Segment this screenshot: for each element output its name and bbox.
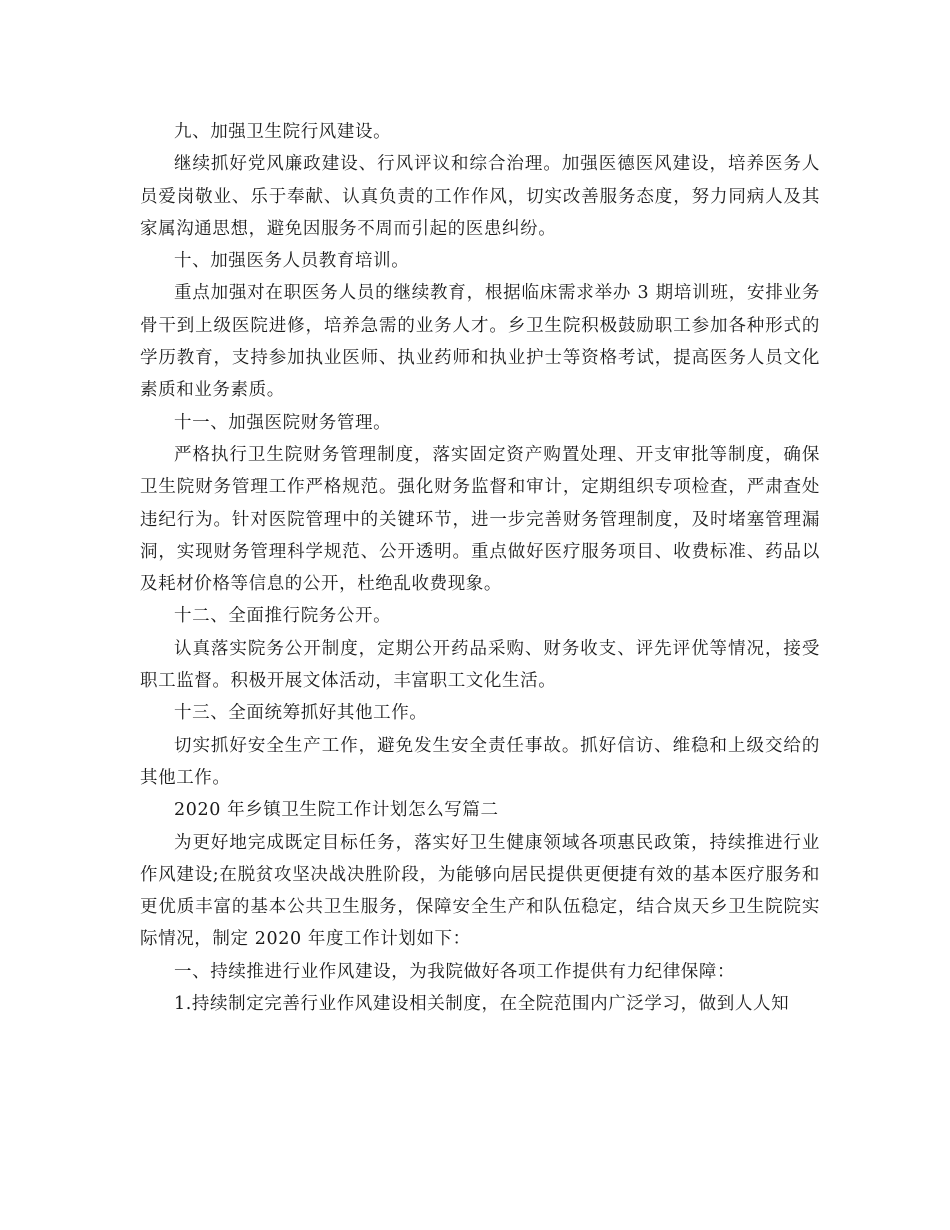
section-heading-10: 十、加强医务人员教育培训。 <box>174 251 410 272</box>
document-body <box>140 116 820 1020</box>
section-heading-12: 十二、全面推行院务公开。 <box>174 606 392 627</box>
paragraph-conduct: 继续抓好党风廉政建设、行风评议和综合治理。加强医德医风建设，培养医务人员爱岗敬业、乐于奉献、认真负责的工作作风，切实改善服务态度，努力同病人及其家属沟通思想，避免因服务不周而引起的医患纠纷。 <box>140 154 820 239</box>
section-heading-13: 十三、全面统筹抓好其他工作。 <box>174 703 428 724</box>
paragraph-disclosure: 认真落实院务公开制度，定期公开药品采购、财务收支、评先评优等情况，接受职工监督。积极开展文体活动，丰富职工文化生活。 <box>140 638 820 692</box>
paragraph-other-work: 切实抓好安全生产工作，避免发生安全责任事故。抓好信访、维稳和上级交给的其他工作。 <box>140 735 820 788</box>
section-heading-11: 十一、加强医院财务管理。 <box>174 412 392 433</box>
section-heading-1: 一、持续推进行业作风建设，为我院做好各项工作提供有力纪律保障： <box>174 961 736 982</box>
paragraph-training: 重点加强对在职医务人员的继续教育，根据临床需求举办 3 期培训班，安排业务骨干到上级医院进修，培养急需的业务人才。乡卫生院积极鼓励职工参加各种形式的学历教育，支持参加执业医师、执业药师和执业护士等资格考试，提高医务人员文化素质和业务素质。 <box>140 283 820 401</box>
paragraph-intro: 为更好地完成既定目标任务，落实好卫生健康领域各项惠民政策，持续推进行业作风建设;在脱贫攻坚决战决胜阶段，为能够向居民提供更便捷有效的基本医疗服务和更优质丰富的基本公共卫生服务，保障安全生产和队伍稳定，结合岚天乡卫生院院实际情况，制定 2020 年度工作计划如下： <box>140 832 820 950</box>
section-heading-9: 九、加强卫生院行风建设。 <box>174 122 392 142</box>
list-item-1: 1.持续制定完善行业作风建设相关制度，在全院范围内广泛学习，做到人人知 <box>174 994 790 1015</box>
article-title-part-two: 2020 年乡镇卫生院工作计划怎么写篇二 <box>174 800 499 821</box>
paragraph-finance: 严格执行卫生院财务管理制度，落实固定资产购置处理、开支审批等制度，确保卫生院财务管理工作严格规范。强化财务监督和审计，定期组织专项检查，严肃查处违纪行为。针对医院管理中的关键环节，进一步完善财务管理制度，及时堵塞管理漏洞，实现财务管理科学规范、公开透明。重点做好医疗服务项目、收费标准、药品以及耗材价格等信息的公开，杜绝乱收费现象。 <box>140 444 820 595</box>
